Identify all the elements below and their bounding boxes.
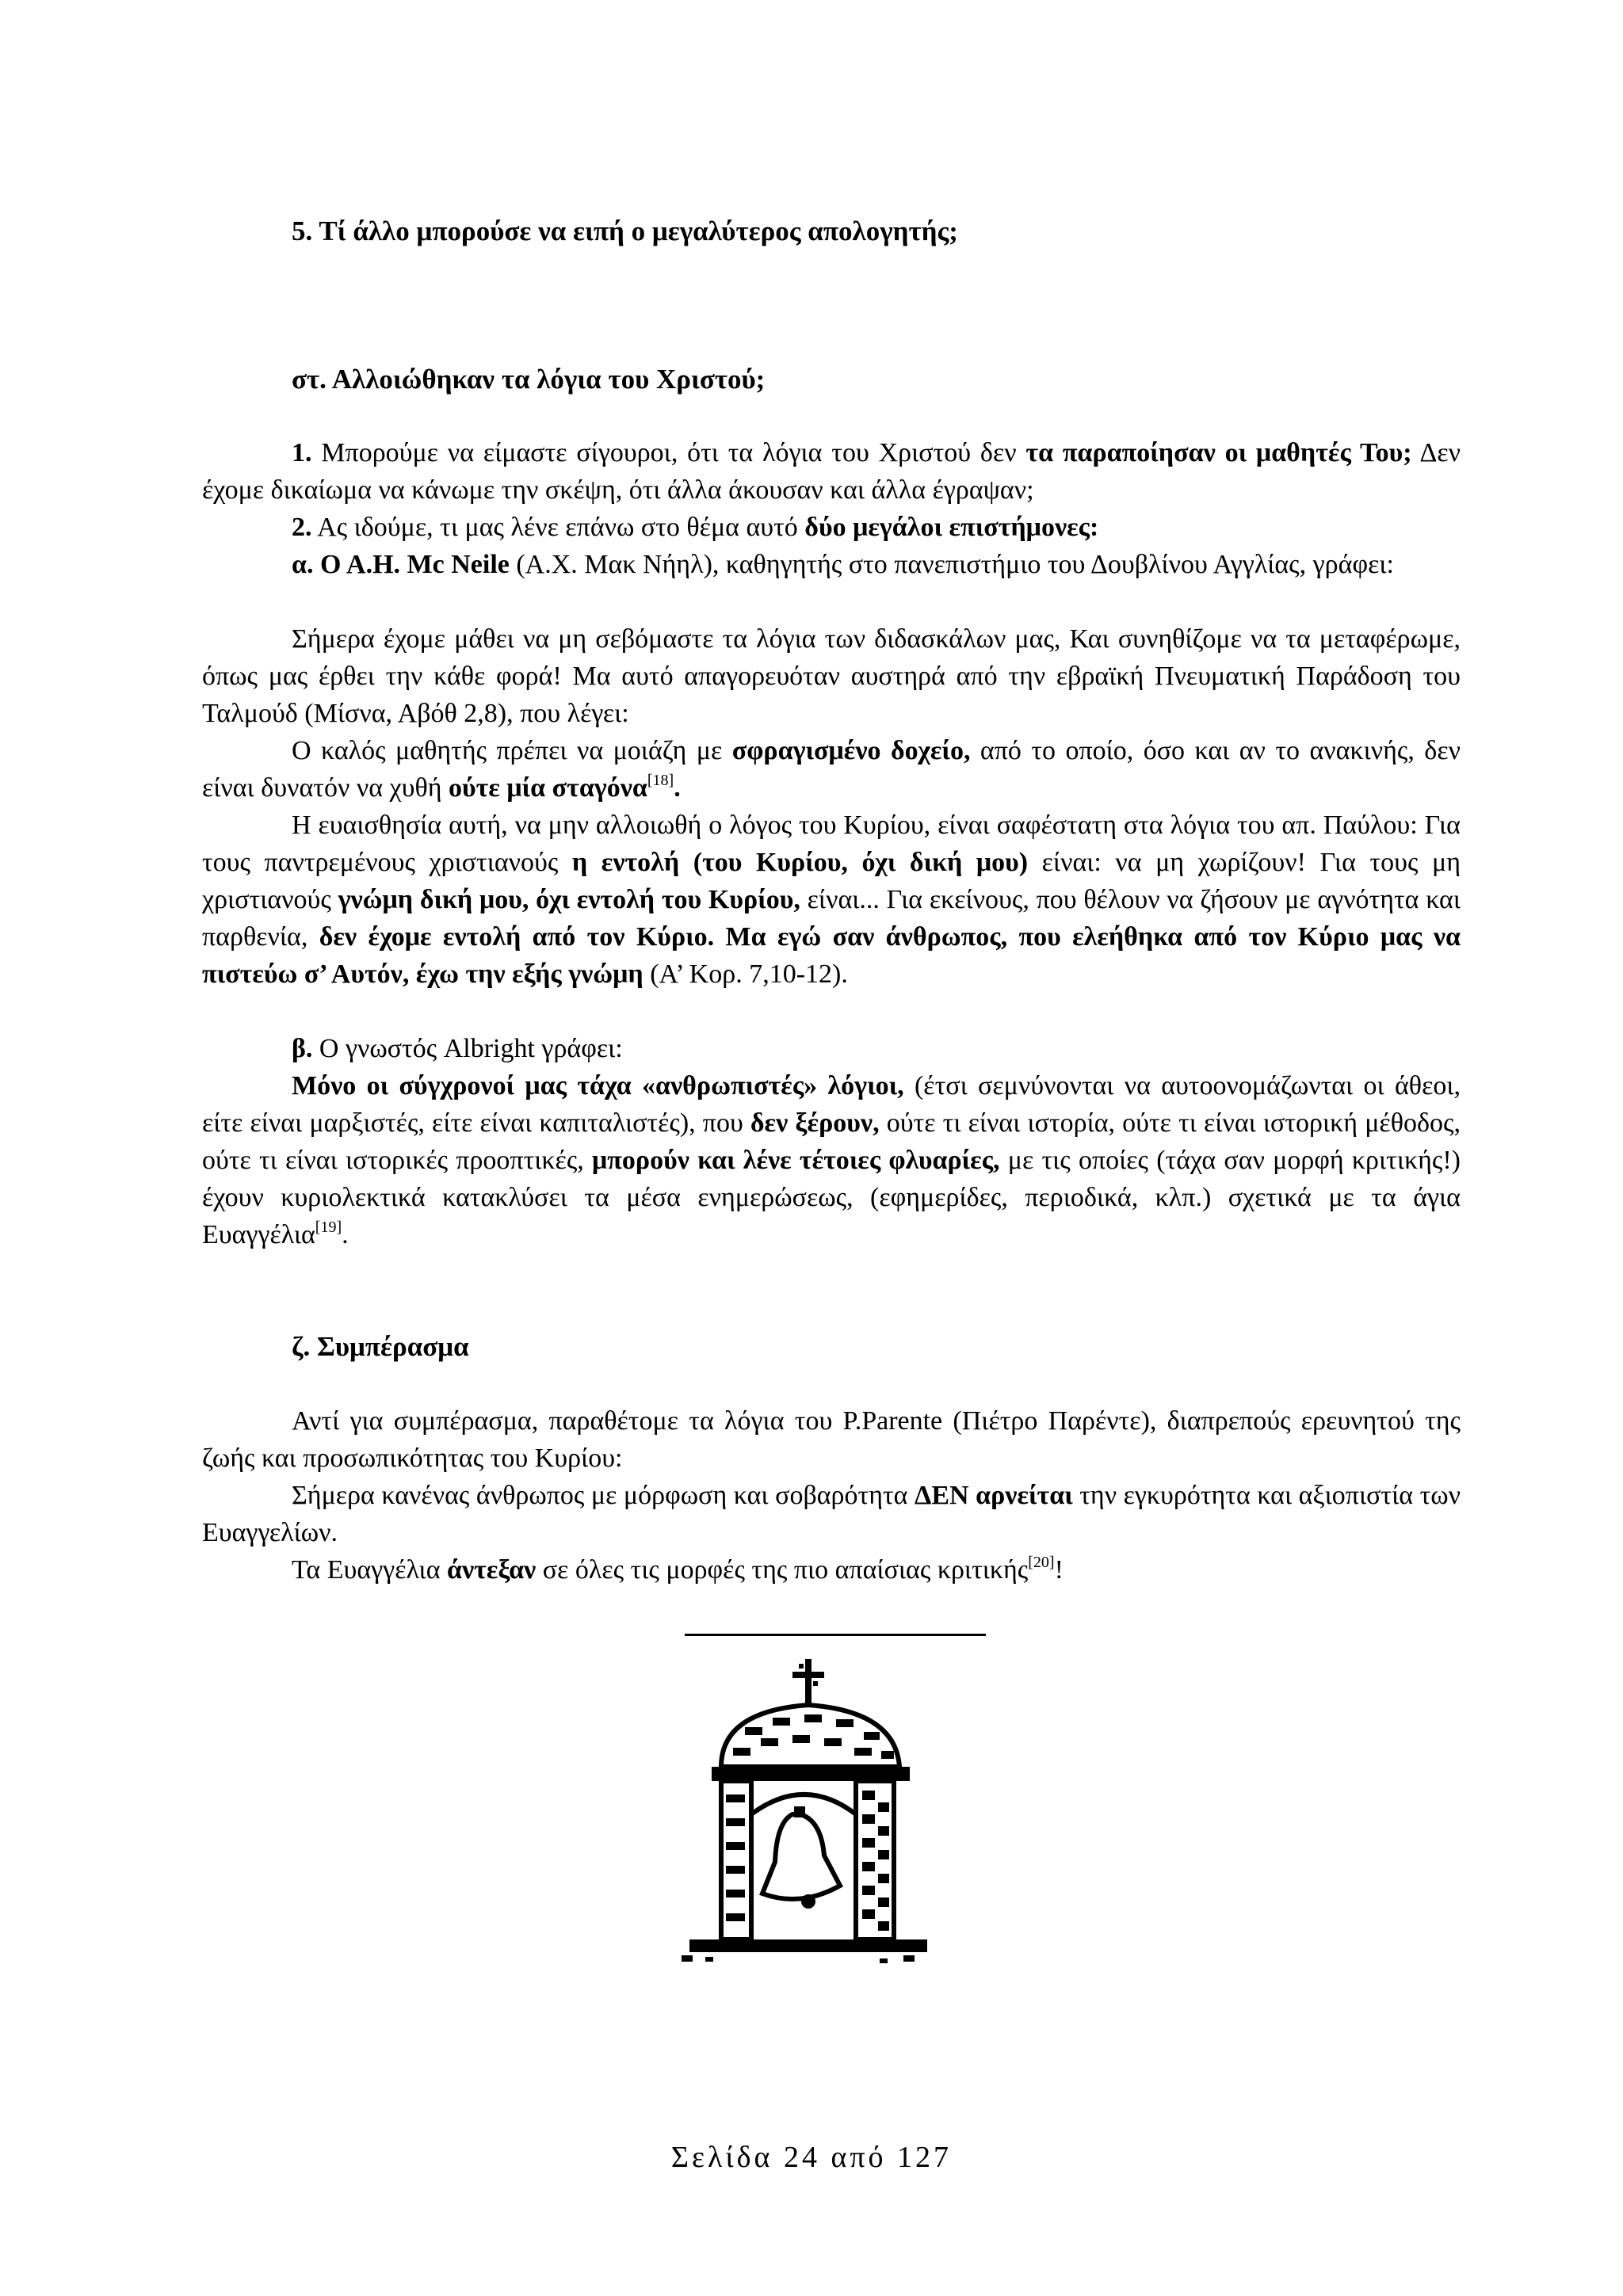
footnote-ref-18[interactable]: [18]	[647, 772, 674, 789]
paragraph-1: 1. Μπορούμε να είμαστε σίγουροι, ότι τα λόγια του Χριστού δεν τα παραποίησαν οι μαθητές Του; Δεν έχομε δικαίωμα να κάνωμε την σκέψη, ότι άλλα άκουσαν και άλλα έγραψαν;	[202, 438, 1461, 505]
heading-section-st: στ. Αλλοιώθηκαν τα λόγια του Χριστού;	[292, 364, 766, 395]
footnote-ref-19[interactable]: [19]	[315, 1219, 342, 1236]
paragraph-5-quote: Ο καλός μαθητής πρέπει να μοιάζη με σφραγισμένο δοχείο, από το οποίο, όσο και αν το ανακινής, δεν είναι δυνατόν να χυθή ούτε μία σταγόνα[18].	[202, 736, 1461, 803]
separator-rule	[685, 1634, 986, 1636]
paragraph-7: β. Ο γνωστός Albright γράφει:	[292, 1034, 623, 1063]
heading-question: 5. Τί άλλο μπορούσε να ειπή ο μεγαλύτερος απολογητής;	[292, 215, 958, 246]
paragraph-10-quote: Σήμερα κανένας άνθρωπος με μόρφωση και σοβαρότητα ΔΕΝ αρνείται την εγκυρότητα και αξιοπιστία των Ευαγγελίων.	[202, 1481, 1461, 1547]
paragraph-2: 2. Ας ιδούμε, τι μας λένε επάνω στο θέμα αυτό δύο μεγάλοι επιστήμονες:	[292, 513, 1099, 542]
paragraph-3: α. Ο Α.Η. Mc Neile (Α.Χ. Μακ Νήηλ), καθηγητής στο πανεπιστήμιο του Δουβλίνου Αγγλίας, γράφει:	[292, 550, 1394, 579]
paragraph-9: Αντί για συμπέρασμα, παραθέτομε τα λόγια του P.Parente (Πιέτρο Παρέντε), διαπρεπούς ερευνητού της ζωής και προσωπικότητας του Κυρίου:	[202, 1406, 1461, 1473]
footnote-ref-20[interactable]: [20]	[1028, 1554, 1055, 1571]
heading-conclusion: ζ. Συμπέρασμα	[292, 1331, 469, 1362]
bell-tower-icon	[674, 1656, 927, 1989]
paragraph-4-quote: Σήμερα έχομε μάθει να μη σεβόμαστε τα λόγια των διδασκάλων μας, Και συνηθίζομε να τα μεταφέρωμε, όπως μας έρθει την κάθε φορά! Μα αυτό απαγορευόταν αυστηρά από την εβραϊκή Πνευματική Παράδοση του Ταλμούδ (Μίσνα, Αβόθ 2,8), που λέγει:	[202, 624, 1461, 728]
paragraph-6: Η ευαισθησία αυτή, να μην αλλοιωθή ο λόγος του Κυρίου, είναι σαφέστατη στα λόγια του απ. Παύλου: Για τους παντρεμένους χριστιανούς η εντολή (του Κυρίου, όχι δική μου) είναι: να μη χωρίζουν! Για τους μη χριστιανούς γνώμη δική μου, όχι εντολή του Κυρίου, είναι... Για εκείνους, που θέλουν να ζήσουν με αγνότητα και παρθενία, δεν έχομε εντολή από τον Κύριο. Μα εγώ σαν άνθρωπος, που ελεήθηκα από τον Κύριο μας να πιστεύω σ’ Αυτόν, έχω την εξής γνώμη (Α’ Κορ. 7,10-12).	[202, 810, 1461, 989]
paragraph-11: Τα Ευαγγέλια άντεξαν σε όλες τις μορφές της πιο απαίσιας κριτικής[20]!	[292, 1554, 1064, 1585]
paragraph-8-quote: Μόνο οι σύγχρονοί μας τάχα «ανθρωπιστές» λόγιοι, (έτσι σεμνύνονται να αυτοονομάζωνται οι άθεοι, είτε είναι μαρξιστές, είτε είναι καπιταλιστές), που δεν ξέρουν, ούτε τι είναι ιστορία, ούτε τι είναι ιστορική μέθοδος, ούτε τι είναι ιστορικές προοπτικές, μπορούν και λένε τέτοιες φλυαρίες, με τις οποίες (τάχα σαν μορφή κριτικής!) έχουν κυριολεκτικά κατακλύσει τα μέσα ενημερώσεως, (εφημερίδες, περιοδικά, κλπ.) σχετικά με τα άγια Ευαγγέλια[19].	[202, 1071, 1461, 1249]
page-footer: Σελίδα 24 από 127	[670, 2141, 953, 2174]
